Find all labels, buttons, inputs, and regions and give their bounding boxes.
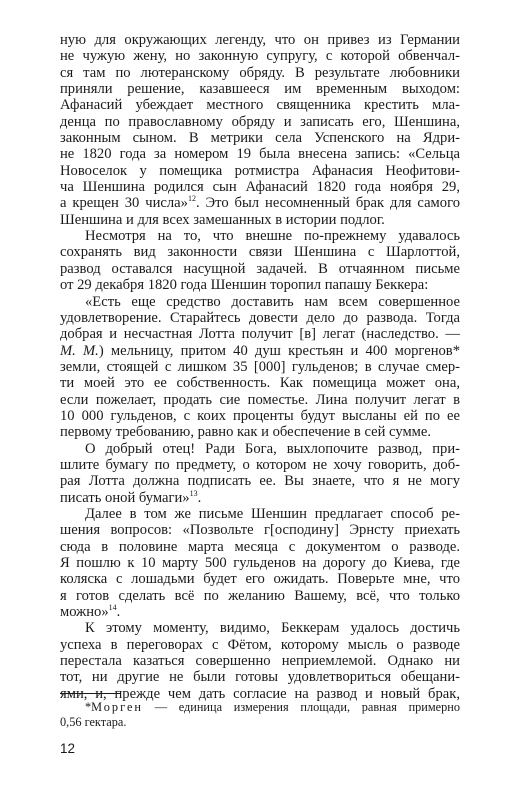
text-fragment: ) мельницу, притом 40 душ крестьян и 400 моргенов* bbox=[98, 342, 460, 359]
text-fragment: . Это был несомненный брак для самого bbox=[195, 195, 460, 212]
text-fragment: можно» bbox=[60, 604, 109, 621]
text-line: рая Лотта должна подписать ее. Вы знаете, что я не могу bbox=[60, 473, 460, 490]
text-line: Далее в том же письме Шеншин предлагает способ ре- bbox=[85, 505, 460, 522]
text-line: ями, и, прежде чем дать согласие на развод и новый брак, bbox=[60, 685, 460, 702]
text-line: коляска с лошадьми будет его ожидать. Поверьте мне, что bbox=[60, 571, 460, 588]
text-line: шлите бумагу по предмету, о котором не хочу говорить, доб- bbox=[60, 456, 460, 473]
text-line: тот, ни другие не были готовы удовлетвориться обещани- bbox=[60, 669, 460, 686]
footnote-term: Морген bbox=[91, 700, 144, 714]
footnote bbox=[60, 700, 460, 730]
footnote-line bbox=[60, 700, 460, 715]
author-initials: М. М. bbox=[60, 342, 99, 359]
text-fragment: . bbox=[197, 489, 202, 506]
text-fragment: писать оной бумаги» bbox=[60, 489, 190, 506]
text-line: приняли решение, казавшееся им временным выходом: bbox=[60, 81, 460, 98]
text-line: Я пошлю к 10 марту 500 гульденов на дорогу до Киева, где bbox=[60, 555, 460, 571]
text-line bbox=[60, 604, 460, 620]
text-line: законным сыном. В метрики села Успенского на Ядри- bbox=[60, 130, 460, 147]
text-line bbox=[60, 490, 460, 506]
text-line bbox=[60, 343, 460, 359]
text-line: удовлетворение. Старайтесь довести дело до развода. Тогда bbox=[60, 309, 460, 326]
text-line: шения вопросов: «Позвольте г[осподину] Эрнсту приехать bbox=[60, 522, 460, 539]
footnote-line: 0,56 гектара. bbox=[60, 715, 127, 729]
text-fragment: — единица измерения площади, равная примерно bbox=[143, 700, 460, 714]
text-line: земли, стоящей с лишком 35 [000] гульденов; в случае смер- bbox=[60, 358, 460, 375]
footnote-ref-13: 13 bbox=[189, 488, 198, 498]
text-line: ную для окружающих легенду, что он привез из Германии bbox=[60, 32, 460, 48]
paragraph-4 bbox=[60, 441, 460, 506]
text-line: сюда в половине марта месяца с документом о разводе. bbox=[60, 538, 460, 555]
text-line: не 1820 года за номером 19 была внесена запись: «Сельца bbox=[60, 146, 460, 163]
text-line: ся там по лютеранскому обряду. В результате любовники bbox=[60, 64, 460, 81]
main-text bbox=[60, 32, 460, 702]
footnote-ref-14: 14 bbox=[108, 603, 117, 613]
text-line: 10 000 гульденов, с коих проценты будут высланы ей по ее bbox=[60, 407, 460, 424]
text-line: добрая и несчастная Лотта получит [в] легат (наследство. — bbox=[60, 326, 460, 343]
text-line: ти моей это ее собственность. Как помещица может она, bbox=[60, 375, 460, 392]
text-line: Несмотря на то, что внешне по-прежнему удавалось bbox=[85, 228, 460, 245]
paragraph-2 bbox=[60, 228, 460, 293]
text-line: сохранять вид законности связи Шеншина с Шарлоттой, bbox=[60, 244, 460, 261]
text-line: денца по православному обряду и записать его, Шеншина, bbox=[60, 113, 460, 130]
text-fragment: а крещен 30 числа» bbox=[60, 195, 188, 212]
paragraph-3 bbox=[60, 294, 460, 441]
text-line: Новоселок у помещика ротмистра Афанасия Неофитови- bbox=[60, 162, 460, 179]
text-line: если пожелает, продать сие поместье. Лина получит легат в bbox=[60, 391, 460, 408]
text-line: от 29 декабря 1820 года Шеншин торопил папашу Беккера: bbox=[60, 277, 429, 294]
text-line bbox=[60, 195, 460, 211]
page-number: 12 bbox=[60, 741, 76, 756]
paragraph-6 bbox=[60, 620, 460, 702]
footnote-divider bbox=[60, 693, 120, 694]
text-line: первому требованию, равно как и обеспечение в сей сумме. bbox=[60, 424, 432, 441]
text-line: Афанасий убеждает местного священника крестить мла- bbox=[60, 97, 460, 114]
footnote-marker: * bbox=[85, 700, 92, 714]
text-line: К этому моменту, видимо, Беккерам удалось достичь bbox=[85, 620, 460, 637]
text-line: успеха в переговорах с Фётом, которому мысль о разводе bbox=[60, 636, 460, 653]
text-line: я готов сделать всё по желанию Вашему, всё, что только bbox=[60, 587, 460, 604]
text-fragment: . bbox=[116, 604, 121, 621]
text-line: «Есть еще средство доставить нам всем совершенное bbox=[85, 293, 460, 310]
text-line: ча Шеншина родился сын Афанасий 1820 года ноября 29, bbox=[60, 179, 460, 196]
text-line: не чужую жену, но законную супругу, с которой обвенчал- bbox=[60, 48, 460, 65]
text-line: развод оставался насущной задачей. В отчаянном письме bbox=[60, 260, 460, 277]
text-line: О добрый отец! Ради Бога, выхлопочите развод, при- bbox=[85, 440, 460, 457]
text-line: перестала казаться совершенно неприемлемой. Однако ни bbox=[60, 653, 460, 670]
text-line: Шеншина и для всех замешанных в истории подлог. bbox=[60, 211, 385, 228]
paragraph-5 bbox=[60, 506, 460, 620]
footnote-ref-12: 12 bbox=[187, 194, 196, 204]
paragraph-1 bbox=[60, 32, 460, 228]
